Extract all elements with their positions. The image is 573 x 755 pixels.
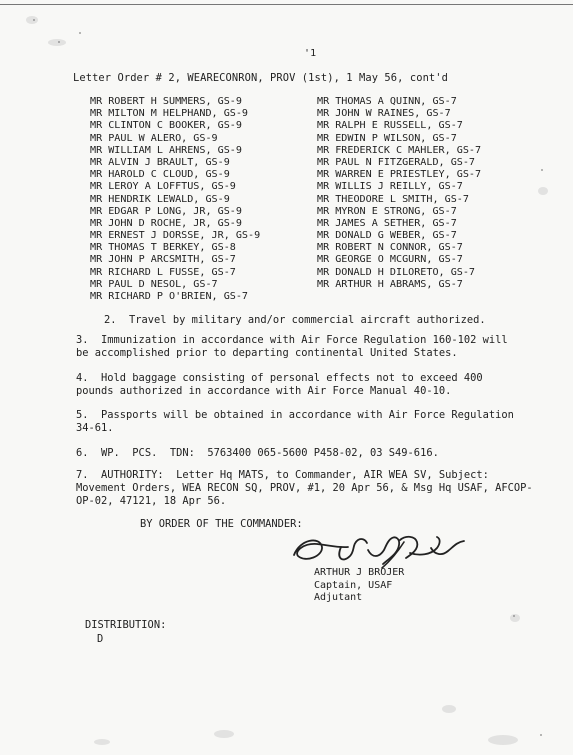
- paragraph-5: 5. Passports will be obtained in accordance with Air Force Regulation 34-61.: [76, 409, 514, 434]
- paper-speck: [33, 19, 35, 21]
- name-entry: MR EDWIN P WILSON, GS-7: [317, 132, 457, 144]
- top-rule: [0, 4, 573, 5]
- paper-speck: [58, 41, 60, 43]
- paper-speck: [513, 615, 515, 617]
- name-entry: MR JOHN P ARCSMITH, GS-7: [90, 254, 236, 266]
- paper-noise: [48, 39, 66, 46]
- name-entry: MR RICHARD P O'BRIEN, GS-7: [90, 291, 249, 302]
- name-entry: MR PAUL W ALERO, GS-9: [90, 132, 218, 144]
- name-entry: MR LEROY A LOFFTUS, GS-9: [90, 181, 236, 193]
- name-entry: MR GEORGE O MCGURN, GS-7: [317, 254, 463, 266]
- name-entry: MR THOMAS T BERKEY, GS-8: [90, 242, 236, 254]
- name-entry: MR ROBERT H SUMMERS, GS-9: [90, 96, 242, 107]
- name-entry: MR MYRON E STRONG, GS-7: [317, 205, 457, 217]
- name-entry: MR DONALD H DILORETO, GS-7: [317, 266, 476, 278]
- name-entry: MR ALVIN J BRAULT, GS-9: [90, 156, 230, 168]
- paragraph-2: 2. Travel by military and/or commercial aircraft authorized.: [104, 314, 486, 326]
- name-entry: MR RALPH E RUSSELL, GS-7: [317, 120, 463, 132]
- paragraph-4: 4. Hold baggage consisting of personal effects not to exceed 400 pounds authorized in accordance with Air Force Manual 40-10.: [76, 372, 483, 397]
- name-entry: MR FREDERICK C MAHLER, GS-7: [317, 144, 482, 156]
- by-order-line: BY ORDER OF THE COMMANDER:: [140, 518, 303, 530]
- paragraph-6: 6. WP. PCS. TDN: 5763400 065-5600 P458-02, 03 S49-616.: [76, 447, 439, 459]
- name-entry: MR HAROLD C CLOUD, GS-9: [90, 169, 230, 181]
- name-entry: MR CLINTON C BOOKER, GS-9: [90, 120, 242, 132]
- paragraph-7: 7. AUTHORITY: Letter Hq MATS, to Commander, AIR WEA SV, Subject: Movement Orders, WEA RECON SQ, PROV, #1, 20 Apr 56, & Msg Hq USAF, AFCOP- OP-02, 47121, 18 Apr 56.: [76, 469, 533, 507]
- paper-speck: [540, 734, 542, 736]
- name-entry: MR WARREN E PRIESTLEY, GS-7: [317, 169, 482, 181]
- name-entry: MR DONALD G WEBER, GS-7: [317, 230, 457, 242]
- paper-noise: [214, 730, 234, 738]
- name-entry: MR ERNEST J DORSSE, JR, GS-9: [90, 230, 261, 242]
- name-entry: MR WILLIS J REILLY, GS-7: [317, 181, 463, 193]
- paper-noise: [442, 705, 456, 713]
- name-entry: MR PAUL N FITZGERALD, GS-7: [317, 156, 476, 168]
- name-entry: MR WILLIAM L AHRENS, GS-9: [90, 144, 242, 156]
- paper-noise: [94, 739, 110, 745]
- paper-speck: [79, 32, 81, 34]
- signature-rank: Captain, USAF: [314, 579, 393, 591]
- distribution-value: D: [97, 633, 104, 645]
- name-entry: MR HENDRIK LEWALD, GS-9: [90, 193, 230, 205]
- name-entry: MR JAMES A SETHER, GS-7: [317, 217, 457, 229]
- signature-title: Adjutant: [314, 592, 363, 603]
- paper-noise: [488, 735, 518, 745]
- right-name-list: [317, 96, 567, 291]
- name-entry: MR THEODORE L SMITH, GS-7: [317, 193, 469, 205]
- name-entry: MR RICHARD L FUSSE, GS-7: [90, 266, 236, 278]
- name-entry: MR PAUL D NESOL, GS-7: [90, 278, 218, 290]
- distribution-label: DISTRIBUTION:: [85, 619, 167, 631]
- page-mark: '1: [304, 48, 317, 59]
- name-entry: MR JOHN D ROCHE, JR, GS-9: [90, 217, 242, 229]
- signature-block: [314, 567, 404, 605]
- name-entry: MR ROBERT N CONNOR, GS-7: [317, 242, 463, 254]
- paper-noise: [510, 614, 520, 622]
- distribution-block: [85, 618, 166, 646]
- left-name-list: [90, 96, 340, 303]
- document-header: Letter Order # 2, WEARECONRON, PROV (1st), 1 May 56, cont'd: [73, 72, 448, 84]
- name-entry: MR THOMAS A QUINN, GS-7: [317, 96, 457, 107]
- name-entry: MR MILTON M HELPHAND, GS-9: [90, 108, 249, 120]
- paragraph-3: 3. Immunization in accordance with Air Force Regulation 160-102 will be accomplished prior to departing continental United States.: [76, 334, 508, 359]
- name-entry: MR EDGAR P LONG, JR, GS-9: [90, 205, 242, 217]
- paper-noise: [26, 16, 38, 24]
- name-entry: MR ARTHUR H ABRAMS, GS-7: [317, 278, 463, 290]
- signature-name: ARTHUR J BROJER: [314, 567, 405, 578]
- name-entry: MR JOHN W RAINES, GS-7: [317, 108, 451, 120]
